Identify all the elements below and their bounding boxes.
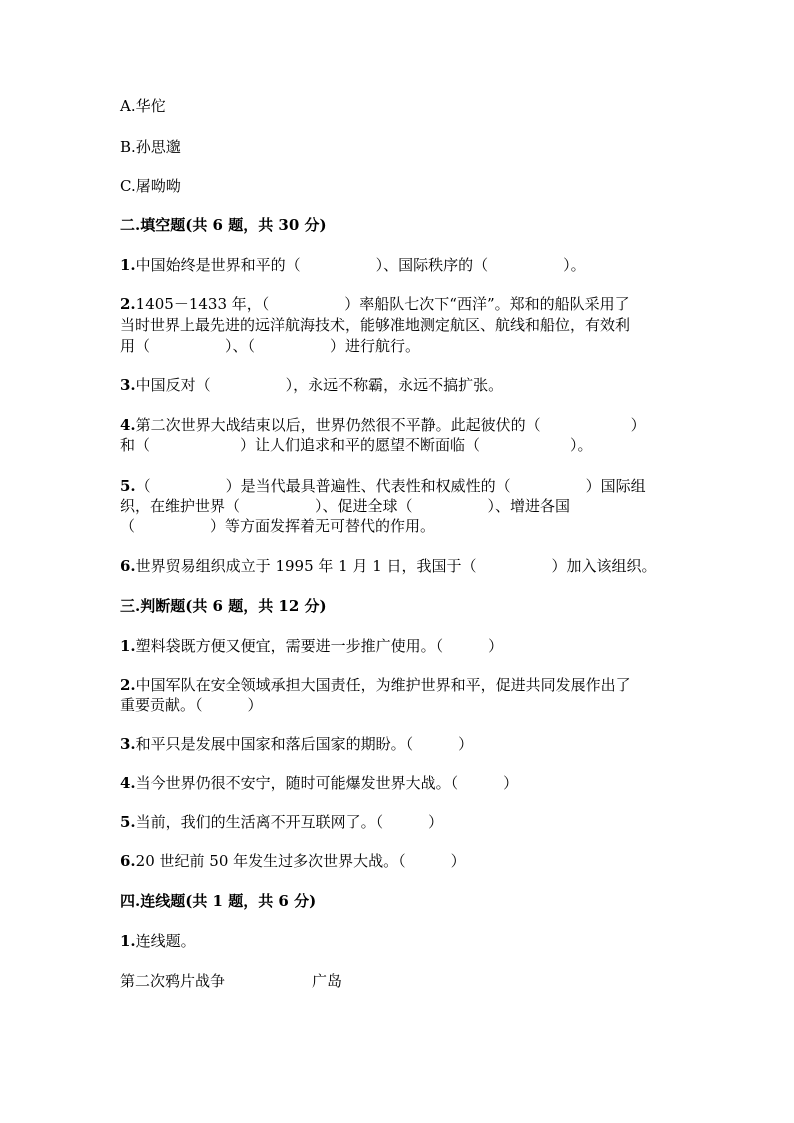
question-number: 2. bbox=[120, 676, 136, 694]
question-text: 中国军队在安全领域承担大国责任，为维护世界和平，促进共同发展作出了 bbox=[135, 676, 631, 694]
question-number: 3. bbox=[120, 735, 136, 753]
option-a: A.华佗 bbox=[120, 97, 166, 115]
question-text: （ ）是当代最具普遍性、代表性和权威性的（ ）国际组 bbox=[135, 477, 646, 495]
question-number: 1. bbox=[120, 256, 136, 274]
question-text: 和平只是发展中国家和落后国家的期盼。（ ） bbox=[135, 735, 474, 753]
question-text: 当前，我们的生活离不开互联网了。（ ） bbox=[135, 813, 444, 831]
fill-question-3 bbox=[120, 375, 680, 395]
option-c: C.屠呦呦 bbox=[120, 177, 181, 195]
question-number: 4. bbox=[120, 416, 136, 434]
question-text: 中国始终是世界和平的（ ）、国际秩序的（ ）。 bbox=[135, 256, 586, 274]
fill-question-4-line-2: 和（ ）让人们追求和平的愿望不断面临（ ）。 bbox=[120, 436, 593, 454]
match-left-item[interactable]: 第二次鸦片战争 bbox=[120, 972, 226, 990]
judge-question-4 bbox=[120, 773, 680, 793]
judge-question-1 bbox=[120, 636, 680, 656]
judge-question-2-line-1 bbox=[120, 675, 680, 695]
question-number: 3. bbox=[120, 376, 136, 394]
match-right-item[interactable]: 广岛 bbox=[312, 972, 343, 990]
fill-question-2-line-2: 当时世界上最先进的远洋航海技术，能够准地测定航区、航线和船位，有效利 bbox=[120, 316, 631, 334]
fill-question-6 bbox=[120, 556, 680, 576]
question-number: 1. bbox=[120, 932, 136, 950]
judge-question-2-line-2: 重要贡献。（ ） bbox=[120, 696, 263, 714]
question-text: 当今世界仍很不安宁，随时可能爆发世界大战。（ ） bbox=[135, 774, 519, 792]
match-row bbox=[120, 971, 680, 991]
question-number: 6. bbox=[120, 557, 136, 575]
question-number: 5. bbox=[120, 477, 136, 495]
fill-question-5-line-1 bbox=[120, 476, 680, 496]
fill-question-1 bbox=[120, 255, 680, 275]
section-match-title: 四.连线题(共 1 题，共 6 分) bbox=[120, 892, 317, 910]
question-text: 世界贸易组织成立于 1995 年 1 月 1 日，我国于（ ）加入该组织。 bbox=[135, 557, 657, 575]
judge-question-6 bbox=[120, 851, 680, 871]
question-text: 塑料袋既方便又便宜，需要进一步推广使用。（ ） bbox=[135, 637, 504, 655]
match-question-1 bbox=[120, 931, 680, 951]
question-text: 中国反对（ ），永远不称霸，永远不搞扩张。 bbox=[135, 376, 504, 394]
question-number: 4. bbox=[120, 774, 136, 792]
question-number: 1. bbox=[120, 637, 136, 655]
fill-question-5-line-2: 织，在维护世界（ ）、促进全球（ ）、增进各国 bbox=[120, 497, 571, 515]
question-text: 连线题。 bbox=[135, 932, 196, 950]
question-number: 6. bbox=[120, 852, 136, 870]
fill-question-2-line-1 bbox=[120, 294, 680, 314]
question-number: 2. bbox=[120, 295, 136, 313]
fill-question-5-line-3: （ ）等方面发挥着无可替代的作用。 bbox=[120, 517, 436, 535]
judge-question-3 bbox=[120, 734, 680, 754]
question-text: 1405－1433 年，（ ）率船队七次下“西洋”。郑和的船队采用了 bbox=[135, 295, 630, 313]
fill-question-4-line-1 bbox=[120, 415, 680, 435]
question-text: 第二次世界大战结束以后，世界仍然很不平静。此起彼伏的（ ） bbox=[135, 416, 646, 434]
fill-question-2-line-3: 用（ ）、（ ）进行航行。 bbox=[120, 337, 421, 355]
section-fill-in-title: 二.填空题(共 6 题，共 30 分) bbox=[120, 216, 327, 234]
option-b: B.孙思邈 bbox=[120, 138, 181, 156]
question-number: 5. bbox=[120, 813, 136, 831]
section-judge-title: 三.判断题(共 6 题，共 12 分) bbox=[120, 597, 327, 615]
question-text: 20 世纪前 50 年发生过多次世界大战。（ ） bbox=[135, 852, 466, 870]
judge-question-5 bbox=[120, 812, 680, 832]
